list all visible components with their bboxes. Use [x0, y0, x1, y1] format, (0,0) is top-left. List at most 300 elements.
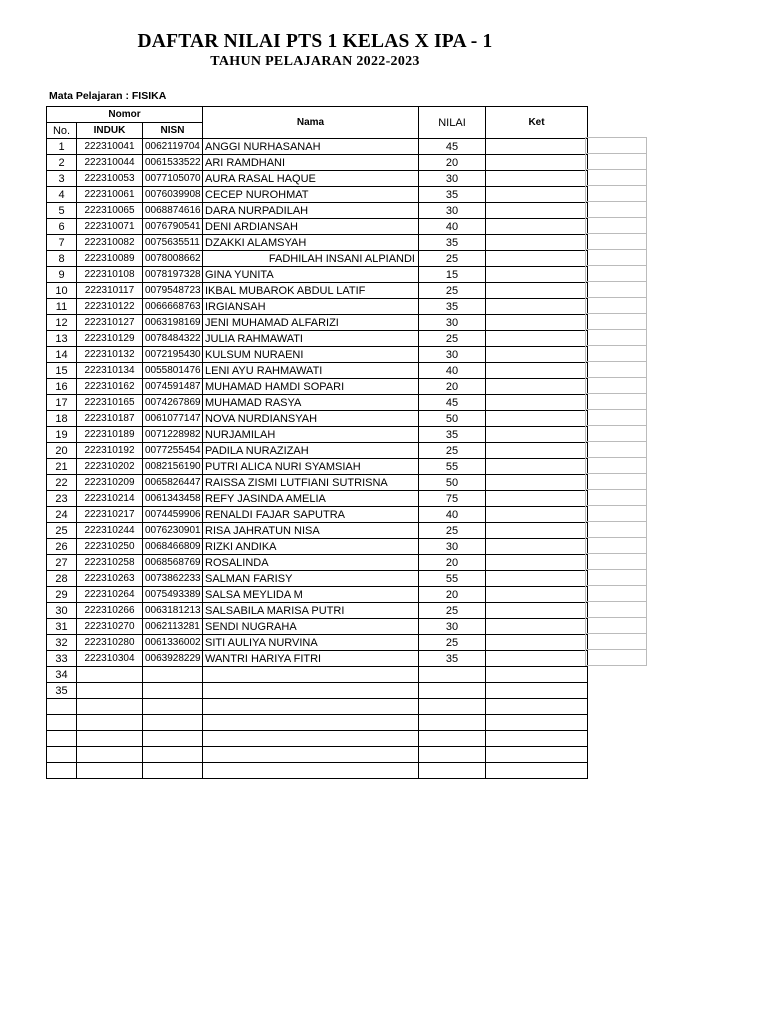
induk-cell: 222310041 [77, 139, 143, 155]
row-number [47, 763, 77, 779]
table-row [47, 363, 588, 379]
table-row [47, 651, 588, 667]
nisn-cell: 0076230901 [143, 523, 203, 539]
name-cell: WANTRI HARIYA FITRI [203, 651, 419, 667]
table-row [47, 555, 588, 571]
side-row [586, 394, 647, 410]
score-cell: 25 [419, 603, 486, 619]
row-number: 29 [47, 587, 77, 603]
side-row [586, 458, 647, 474]
side-cell [586, 586, 647, 602]
score-cell [419, 747, 486, 763]
name-cell: NURJAMILAH [203, 427, 419, 443]
side-cell [586, 442, 647, 458]
nisn-cell: 0074267869 [143, 395, 203, 411]
name-cell: PUTRI ALICA NURI SYAMSIAH [203, 459, 419, 475]
side-row [586, 426, 647, 442]
name-cell: CECEP NUROHMAT [203, 187, 419, 203]
side-row [586, 138, 647, 154]
score-cell [419, 683, 486, 699]
table-row [47, 283, 588, 299]
table-row [47, 395, 588, 411]
score-cell: 25 [419, 331, 486, 347]
row-number: 11 [47, 299, 77, 315]
side-row [586, 186, 647, 202]
ket-cell [486, 523, 588, 539]
ket-cell [486, 411, 588, 427]
table-row [47, 315, 588, 331]
header-no: No. [47, 123, 77, 139]
ket-cell [486, 267, 588, 283]
induk-cell [77, 715, 143, 731]
nisn-cell: 0073862233 [143, 571, 203, 587]
nisn-cell: 0065826447 [143, 475, 203, 491]
nisn-cell: 0063181213 [143, 603, 203, 619]
name-cell: SALMAN FARISY [203, 571, 419, 587]
table-row [47, 587, 588, 603]
ket-cell [486, 491, 588, 507]
side-cell [586, 554, 647, 570]
nisn-cell: 0062119704 [143, 139, 203, 155]
table-row [47, 699, 588, 715]
side-row [586, 234, 647, 250]
nisn-cell: 0068568769 [143, 555, 203, 571]
side-cell [586, 250, 647, 266]
name-cell: ROSALINDA [203, 555, 419, 571]
row-number: 27 [47, 555, 77, 571]
nisn-cell [143, 699, 203, 715]
side-row [586, 474, 647, 490]
table-row [47, 731, 588, 747]
nisn-cell [143, 715, 203, 731]
side-row [586, 362, 647, 378]
score-cell: 30 [419, 171, 486, 187]
row-number: 32 [47, 635, 77, 651]
nisn-cell: 0078484322 [143, 331, 203, 347]
induk-cell [77, 763, 143, 779]
table-row [47, 299, 588, 315]
nisn-cell: 0072195430 [143, 347, 203, 363]
table-row [47, 411, 588, 427]
row-number: 15 [47, 363, 77, 379]
row-number: 8 [47, 251, 77, 267]
ket-cell [486, 635, 588, 651]
name-cell: SALSA MEYLIDA M [203, 587, 419, 603]
document-subtitle: TAHUN PELAJARAN 2022-2023 [210, 54, 420, 69]
row-number: 35 [47, 683, 77, 699]
row-number: 13 [47, 331, 77, 347]
side-cell [586, 618, 647, 634]
induk-cell: 222310192 [77, 443, 143, 459]
name-cell: RAISSA ZISMI LUTFIANI SUTRISNA [203, 475, 419, 491]
header-nama: Nama [203, 107, 419, 139]
table-row [47, 747, 588, 763]
name-cell: SENDI NUGRAHA [203, 619, 419, 635]
table-row [47, 171, 588, 187]
side-row [586, 202, 647, 218]
induk-cell: 222310044 [77, 155, 143, 171]
ket-cell [486, 315, 588, 331]
name-cell: PADILA NURAZIZAH [203, 443, 419, 459]
name-cell [203, 683, 419, 699]
name-cell: MUHAMAD HAMDI SOPARI [203, 379, 419, 395]
side-cell [586, 346, 647, 362]
row-number: 12 [47, 315, 77, 331]
side-empty-column [585, 137, 647, 666]
score-cell [419, 731, 486, 747]
table-row [47, 667, 588, 683]
side-row [586, 490, 647, 506]
induk-cell: 222310065 [77, 203, 143, 219]
induk-cell: 222310258 [77, 555, 143, 571]
side-row [586, 570, 647, 586]
score-cell [419, 715, 486, 731]
score-cell: 40 [419, 363, 486, 379]
induk-cell [77, 731, 143, 747]
ket-cell [486, 443, 588, 459]
side-row [586, 378, 647, 394]
ket-cell [486, 171, 588, 187]
side-row [586, 506, 647, 522]
nisn-cell: 0076039908 [143, 187, 203, 203]
side-row [586, 346, 647, 362]
name-cell: ANGGI NURHASANAH [203, 139, 419, 155]
score-cell: 30 [419, 315, 486, 331]
ket-cell [486, 235, 588, 251]
name-cell: MUHAMAD RASYA [203, 395, 419, 411]
induk-cell: 222310129 [77, 331, 143, 347]
induk-cell: 222310162 [77, 379, 143, 395]
score-cell: 40 [419, 219, 486, 235]
side-cell [586, 170, 647, 186]
table-row [47, 571, 588, 587]
ket-cell [486, 155, 588, 171]
induk-cell: 222310089 [77, 251, 143, 267]
side-cell [586, 426, 647, 442]
nisn-cell: 0055801476 [143, 363, 203, 379]
name-cell: IRGIANSAH [203, 299, 419, 315]
score-cell: 25 [419, 443, 486, 459]
ket-cell [486, 683, 588, 699]
induk-cell: 222310187 [77, 411, 143, 427]
side-row [586, 266, 647, 282]
table-row [47, 475, 588, 491]
nisn-cell: 0074459906 [143, 507, 203, 523]
side-cell [586, 538, 647, 554]
side-cell [586, 490, 647, 506]
name-cell: KULSUM NURAENI [203, 347, 419, 363]
ket-cell [486, 379, 588, 395]
grades-body [47, 139, 588, 779]
nisn-cell: 0071228982 [143, 427, 203, 443]
side-cell [586, 298, 647, 314]
name-cell: DZAKKI ALAMSYAH [203, 235, 419, 251]
name-cell: REFY JASINDA AMELIA [203, 491, 419, 507]
score-cell: 30 [419, 203, 486, 219]
subject-label: Mata Pelajaran : FISIKA [49, 90, 167, 102]
induk-cell: 222310082 [77, 235, 143, 251]
ket-cell [486, 363, 588, 379]
induk-cell: 222310209 [77, 475, 143, 491]
side-row [586, 618, 647, 634]
table-row [47, 219, 588, 235]
ket-cell [486, 587, 588, 603]
score-cell: 35 [419, 299, 486, 315]
row-number: 2 [47, 155, 77, 171]
ket-cell [486, 539, 588, 555]
score-cell: 50 [419, 411, 486, 427]
row-number: 21 [47, 459, 77, 475]
side-row [586, 250, 647, 266]
row-number [47, 731, 77, 747]
induk-cell: 222310244 [77, 523, 143, 539]
score-cell: 45 [419, 139, 486, 155]
score-cell [419, 763, 486, 779]
side-cell [586, 154, 647, 170]
ket-cell [486, 667, 588, 683]
header-ket: Ket [486, 107, 588, 139]
induk-cell [77, 747, 143, 763]
name-cell [203, 731, 419, 747]
induk-cell [77, 699, 143, 715]
side-row [586, 314, 647, 330]
nisn-cell: 0075493389 [143, 587, 203, 603]
side-cell [586, 186, 647, 202]
score-cell: 35 [419, 187, 486, 203]
nisn-cell: 0077255454 [143, 443, 203, 459]
ket-cell [486, 475, 588, 491]
name-cell: JULIA RAHMAWATI [203, 331, 419, 347]
nisn-cell [143, 747, 203, 763]
ket-cell [486, 427, 588, 443]
table-row [47, 251, 588, 267]
nisn-cell: 0076790541 [143, 219, 203, 235]
name-cell: DARA NURPADILAH [203, 203, 419, 219]
nisn-cell: 0074591487 [143, 379, 203, 395]
name-cell: SALSABILA MARISA PUTRI [203, 603, 419, 619]
side-row [586, 298, 647, 314]
side-row [586, 586, 647, 602]
ket-cell [486, 347, 588, 363]
induk-cell: 222310217 [77, 507, 143, 523]
row-number: 3 [47, 171, 77, 187]
side-row [586, 154, 647, 170]
table-row [47, 763, 588, 779]
nisn-cell: 0062113281 [143, 619, 203, 635]
table-row [47, 539, 588, 555]
name-cell [203, 667, 419, 683]
score-cell: 20 [419, 379, 486, 395]
side-cell [586, 234, 647, 250]
name-cell: DENI ARDIANSAH [203, 219, 419, 235]
ket-cell [486, 619, 588, 635]
side-row [586, 538, 647, 554]
row-number: 34 [47, 667, 77, 683]
row-number: 7 [47, 235, 77, 251]
score-cell: 25 [419, 635, 486, 651]
table-row [47, 235, 588, 251]
side-cell [586, 266, 647, 282]
induk-cell [77, 667, 143, 683]
score-cell: 35 [419, 427, 486, 443]
row-number: 25 [47, 523, 77, 539]
row-number: 28 [47, 571, 77, 587]
ket-cell [486, 651, 588, 667]
score-cell: 15 [419, 267, 486, 283]
side-cell [586, 282, 647, 298]
nisn-cell: 0077105070 [143, 171, 203, 187]
name-cell: ARI RAMDHANI [203, 155, 419, 171]
induk-cell: 222310053 [77, 171, 143, 187]
induk-cell: 222310264 [77, 587, 143, 603]
side-cell [586, 314, 647, 330]
nisn-cell: 0079548723 [143, 283, 203, 299]
row-number [47, 699, 77, 715]
side-row [586, 602, 647, 618]
induk-cell: 222310108 [77, 267, 143, 283]
row-number: 19 [47, 427, 77, 443]
table-row [47, 619, 588, 635]
nisn-cell: 0063928229 [143, 651, 203, 667]
side-cell [586, 410, 647, 426]
ket-cell [486, 507, 588, 523]
nisn-cell: 0066668763 [143, 299, 203, 315]
side-row [586, 442, 647, 458]
nisn-cell: 0063198169 [143, 315, 203, 331]
nisn-cell: 0068874616 [143, 203, 203, 219]
induk-cell: 222310134 [77, 363, 143, 379]
ket-cell [486, 139, 588, 155]
table-row [47, 379, 588, 395]
side-cell [586, 330, 647, 346]
nisn-cell: 0061336002 [143, 635, 203, 651]
ket-cell [486, 331, 588, 347]
induk-cell: 222310263 [77, 571, 143, 587]
header-nilai: NILAI [419, 107, 486, 139]
name-cell: GINA YUNITA [203, 267, 419, 283]
row-number: 14 [47, 347, 77, 363]
score-cell: 35 [419, 651, 486, 667]
side-row [586, 282, 647, 298]
table-row [47, 443, 588, 459]
side-cell [586, 650, 647, 666]
table-row [47, 715, 588, 731]
name-cell: JENI MUHAMAD ALFARIZI [203, 315, 419, 331]
table-row [47, 683, 588, 699]
table-row [47, 139, 588, 155]
header-row-top [47, 107, 588, 123]
row-number: 9 [47, 267, 77, 283]
score-cell: 55 [419, 571, 486, 587]
row-number: 23 [47, 491, 77, 507]
ket-cell [486, 283, 588, 299]
row-number [47, 715, 77, 731]
table-row [47, 635, 588, 651]
row-number: 6 [47, 219, 77, 235]
row-number: 24 [47, 507, 77, 523]
row-number: 16 [47, 379, 77, 395]
ket-cell [486, 731, 588, 747]
table-row [47, 187, 588, 203]
side-row [586, 522, 647, 538]
nisn-cell [143, 763, 203, 779]
header-induk: INDUK [77, 123, 143, 139]
score-cell: 40 [419, 507, 486, 523]
table-row [47, 603, 588, 619]
name-cell: SITI AULIYA NURVINA [203, 635, 419, 651]
score-cell: 30 [419, 347, 486, 363]
induk-cell: 222310071 [77, 219, 143, 235]
score-cell: 35 [419, 235, 486, 251]
score-cell: 20 [419, 555, 486, 571]
side-cell [586, 202, 647, 218]
side-cell [586, 458, 647, 474]
ket-cell [486, 603, 588, 619]
side-cell [586, 474, 647, 490]
ket-cell [486, 571, 588, 587]
side-row [586, 650, 647, 666]
induk-cell: 222310270 [77, 619, 143, 635]
side-cell [586, 506, 647, 522]
ket-cell [486, 299, 588, 315]
side-cell [586, 602, 647, 618]
table-row [47, 507, 588, 523]
side-row [586, 634, 647, 650]
nisn-cell: 0075635511 [143, 235, 203, 251]
table-row [47, 267, 588, 283]
table-row [47, 427, 588, 443]
name-cell: IKBAL MUBAROK ABDUL LATIF [203, 283, 419, 299]
induk-cell: 222310250 [77, 539, 143, 555]
score-cell: 25 [419, 523, 486, 539]
ket-cell [486, 747, 588, 763]
score-cell: 75 [419, 491, 486, 507]
induk-cell: 222310304 [77, 651, 143, 667]
side-cell [586, 362, 647, 378]
nisn-cell: 0078008662 [143, 251, 203, 267]
name-cell [203, 763, 419, 779]
induk-cell: 222310132 [77, 347, 143, 363]
name-cell: AURA RASAL HAQUE [203, 171, 419, 187]
row-number: 10 [47, 283, 77, 299]
side-cell [586, 522, 647, 538]
table-row [47, 203, 588, 219]
nisn-cell: 0061343458 [143, 491, 203, 507]
induk-cell: 222310117 [77, 283, 143, 299]
name-cell [203, 699, 419, 715]
row-number: 18 [47, 411, 77, 427]
table-row [47, 155, 588, 171]
induk-cell: 222310127 [77, 315, 143, 331]
score-cell: 25 [419, 251, 486, 267]
nisn-cell [143, 667, 203, 683]
induk-cell: 222310202 [77, 459, 143, 475]
ket-cell [486, 699, 588, 715]
ket-cell [486, 251, 588, 267]
name-cell: NOVA NURDIANSYAH [203, 411, 419, 427]
induk-cell: 222310266 [77, 603, 143, 619]
ket-cell [486, 395, 588, 411]
side-row [586, 410, 647, 426]
table-row [47, 491, 588, 507]
row-number: 1 [47, 139, 77, 155]
induk-cell: 222310280 [77, 635, 143, 651]
row-number: 26 [47, 539, 77, 555]
side-cell [586, 138, 647, 154]
name-cell: RENALDI FAJAR SAPUTRA [203, 507, 419, 523]
row-number: 4 [47, 187, 77, 203]
side-row [586, 554, 647, 570]
